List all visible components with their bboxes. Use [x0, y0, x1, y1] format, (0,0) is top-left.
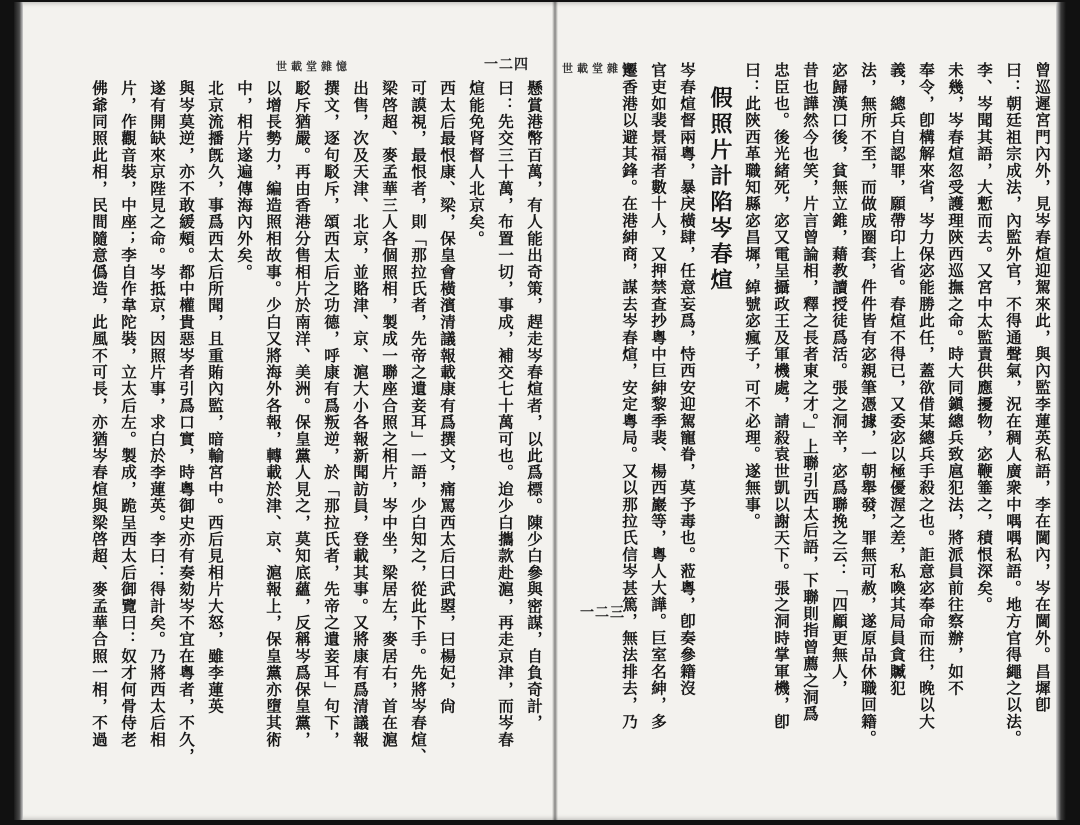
- right-page-edge: [1056, 2, 1066, 820]
- right-page: [562, 2, 1057, 820]
- text-column: 可謨視，最恨者，則「那拉氏者，先帝之遺妾耳」一語，少白知之，從此下手。先將岑春煊、: [409, 80, 428, 765]
- left-page: [34, 2, 549, 820]
- text-column: 遷香港以避其鋒。在港紳商，謀去岑春煊，安定粵局。又以那拉氏信岑甚篤，無法排去，乃: [620, 62, 639, 730]
- left-page-edge: [14, 2, 23, 820]
- left-page-number: 一二四: [484, 57, 529, 73]
- text-column: 忠臣也。後光緒死，宓又電呈攝政王及軍機處，請殺袁世凱以謝天下。張之洞時掌軍機，卽: [772, 62, 791, 730]
- text-column: 北京流播旣久，事爲西太后所聞，且重賄內監，暗輸宮中。西后見相片大怒，雖李蓮英: [206, 80, 225, 715]
- book-spread: [14, 2, 1066, 820]
- text-column: 昔也譁然今也笑，片言曾論相，釋之長者東之才。」上聯引西太后語，下聯則指曾薦之洞爲: [801, 62, 820, 723]
- text-column: 奉令，卽構解來省，岑力保宓能勝此任，蓋欲借某總兵手殺之也。詎意宓奉命而往，晚以大: [917, 62, 936, 730]
- section-title: 假照片計陷岑春煊: [707, 86, 733, 294]
- text-column: 曾巡遲宮門內外，見岑春煊迎駕來此，與內監李蓮英私語，李在閫內，岑在閫外。昌墀卽: [1033, 62, 1052, 714]
- left-running-header: 世載堂雜憶: [276, 60, 351, 73]
- right-running-header: 世載堂雜憶: [562, 62, 637, 75]
- text-column: 煊能免肾督人北京矣。: [467, 80, 486, 247]
- text-column: 西太后最恨康、梁，保皇會橫濱清議報載康有爲撰文，痛罵西太后曰武曌，曰楊妃，尙: [438, 80, 457, 715]
- text-column: 撰文，逐句駁斥，頌西太后之功德，呼康有爲叛逆，於「那拉氏者，先帝之遺妾耳」句下，: [322, 80, 341, 748]
- right-text-columns: [562, 62, 1057, 796]
- book-gutter: [552, 2, 558, 820]
- text-column: 岑春煊督兩粵，暴戾橫肆，任意妄爲，恃西安迎駕寵眷，莫予毒也。蒞粵，卽奏參籍沒: [678, 62, 697, 697]
- text-column: 佛爺同照此相，民間隨意僞造，此風不可長，亦猶岑春煊與梁啓超、麥孟華合照一相，不過: [90, 80, 109, 748]
- text-column: 片，作觀音裝，中座；李自作韋陀裝，立太后左。製成，跪呈西太后御覽曰：奴才何骨侍老: [119, 80, 138, 748]
- text-column: 以增長勢力，編造照相故事。少白又將海外各報，轉載於津、京、滬報上，保皇黨亦墮其術: [264, 80, 283, 748]
- text-column: 曰：此陝西革職知縣宓昌墀，綽號宓瘋子，可不必理。遂無事。: [743, 62, 762, 530]
- text-column: 官吏如裴景福者數十人，又押禁查抄粵中巨紳黎季裴、楊西巖等，粵人大譁。巨室名紳，多: [649, 62, 668, 730]
- text-column: 曰：先交三十萬，布置一切，事成，補交七十萬可也。迨少白攜款赴滬，再走京津，而岑春: [496, 80, 515, 748]
- text-column: 與岑莫逆，亦不敢緩頰。都中權貴惡岑者引爲口實，時粵御史亦有奏劾岑不宜在粵者，不久，: [177, 80, 196, 765]
- text-column: 梁啓超、麥孟華三人各個照相，製成一聯座合照之相片，岑中坐，梁居左，麥居右，首在滬: [380, 80, 399, 748]
- text-column: 義，總兵自認罪，願帶印上省。春煊不得已，又委宓以極優渥之差，私喚其局員貪贓犯: [888, 62, 907, 697]
- text-column: 駁斥猶嚴。再由香港分售相片於南洋、美洲。保皇黨人見之，莫知底蘊，反稱岑爲保皇黨，: [293, 80, 312, 748]
- left-text-columns: [34, 80, 549, 796]
- text-column: 宓歸漢口後，貧無立錐，藉教讀授徒爲活。張之洞辛，宓爲聯挽之云：「四顧更無人，: [830, 62, 849, 697]
- right-page-number: 一二三: [580, 605, 625, 621]
- text-column: 法，無所不至，而做成圈套，件件皆有宓親筆憑據，一朝舉發，罪無可赦，遂原品休職回籍。: [859, 62, 878, 747]
- text-column: 李、岑聞其語，大慙而去。又宮中太監責供應擾物，宓鞭箠之，積恨深矣。: [975, 62, 994, 614]
- text-column: 曰：朝廷祖宗成法，內監外官，不得通聲氣，況在稠人廣衆中喁喁私語。地方官得繩之以法。: [1004, 62, 1023, 747]
- text-column: 遂有開缺來京陛見之命。岑抵京，因照片事，求白於李蓮英。李曰：得計矣。乃將西太后相: [148, 80, 167, 748]
- text-column: 中，相片遂遍傳海內外矣。: [235, 80, 254, 281]
- text-column: 懸賞港幣百萬，有人能出奇策，趕走岑春煊者，以此爲標。陳少白參與密謀，自負奇計，: [525, 80, 544, 732]
- text-column: 出售，次及天津、北京，並賂津、京、滬大小各報新聞訪員，登載其事。又將康有爲清議報: [351, 80, 370, 748]
- text-column: 未幾，岑春煊忽受護理陝西巡撫之命。時大同鎭總兵致扈犯法，將派員前往察辦，如不: [946, 62, 965, 697]
